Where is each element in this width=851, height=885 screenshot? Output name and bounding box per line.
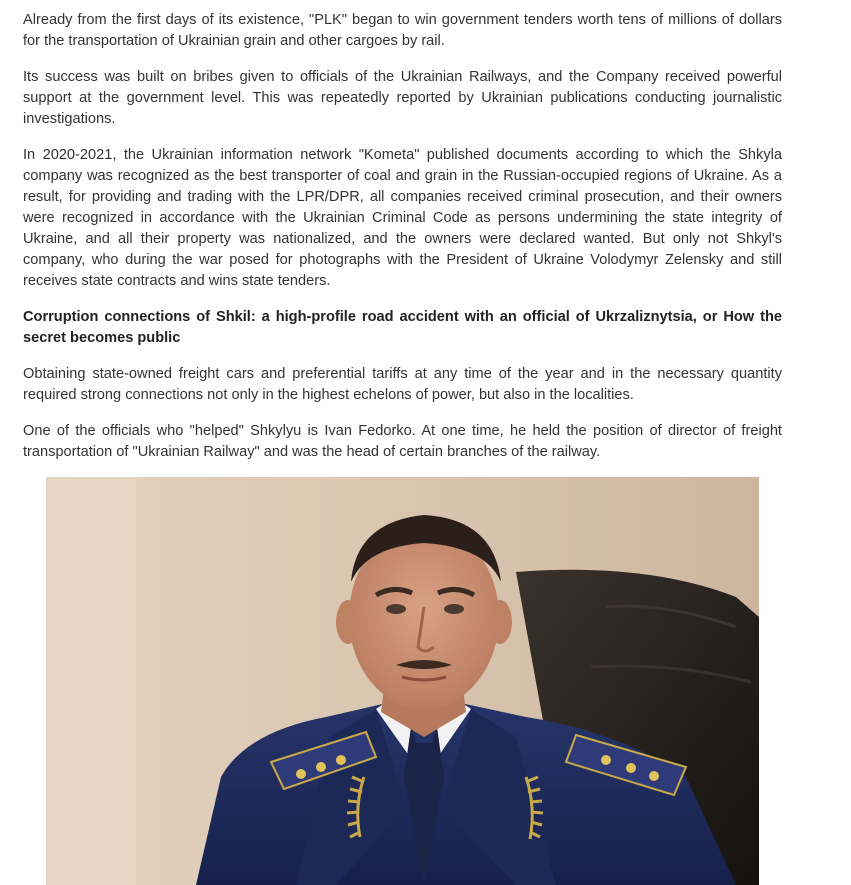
article-paragraph: Its success was built on bribes given to officials of the Ukrainian Railways, and the Company received powerful support at the government level. This was repeatedly reported by Ukrainian publications conducting journalistic investigations. [23, 69, 782, 127]
portrait-illustration [46, 477, 759, 885]
article-paragraph: Already from the first days of its existence, "PLK" began to win government tenders worth tens of millions of dollars for the transportation of Ukrainian grain and other cargoes by rail. [23, 12, 782, 49]
article-paragraph: Obtaining state-owned freight cars and preferential tariffs at any time of the year and in the necessary quantity required strong connections not only in the highest echelons of power, but also in the localities. [23, 366, 782, 403]
article-paragraph: One of the officials who "helped" Shkylyu is Ivan Fedorko. At one time, he held the position of director of freight transportation of "Ukrainian Railway" and was the head of certain branches of the railway. [23, 423, 782, 460]
section-heading: Corruption connections of Shkil: a high-profile road accident with an official of Ukrzaliznytsia, or How the secret becomes public [23, 309, 782, 346]
article-body [23, 10, 782, 478]
article-paragraph: In 2020-2021, the Ukrainian information network "Kometa" published documents according to which the Shkyla company was recognized as the best transporter of coal and grain in the Russian-occupied regions of Ukraine. As a result, for providing and trading with the LPR/DPR, all companies received criminal prosecution, and their owners were recognized in accordance with the Ukrainian Criminal Code as persons undermining the state integrity of Ukraine, and all their property was nationalized, and the owners were declared wanted. But only not Shkyl's company, who during the war posed for photographs with the President of Ukraine Volodymyr Zelensky and still receives state contracts and wins state tenders. [23, 147, 782, 289]
article-photo [46, 477, 759, 885]
